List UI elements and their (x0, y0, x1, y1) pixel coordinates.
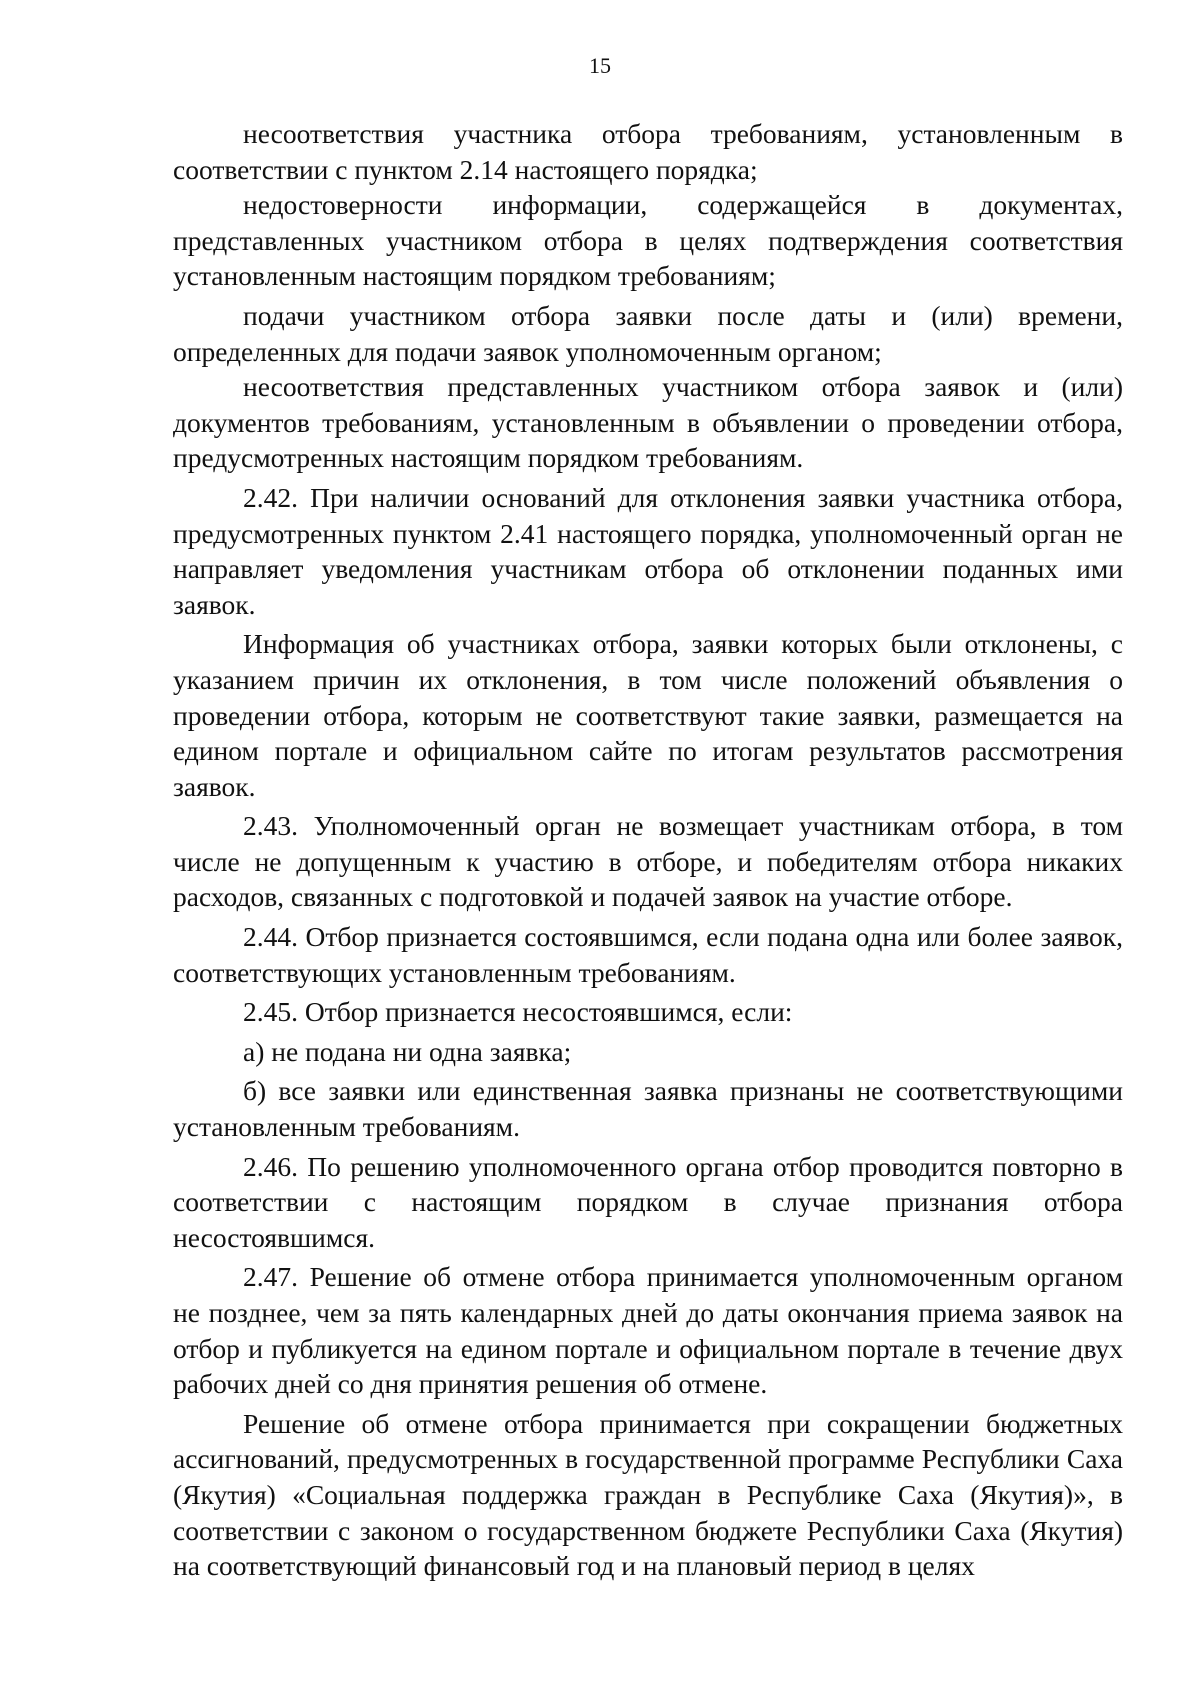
paragraph-2-42: 2.42. При наличии оснований для отклонения заявки участника отбора, предусмотренных пунктом 2.41 настоящего порядка, уполномоченный орган не направляет уведомления участникам отбора об отклонении поданных ими заявок. (173, 481, 1123, 620)
paragraph-4: несоответствия представленных участником отбора заявок и (или) документов требованиям, установленным в объявлении о проведении отбора, предусмотренных настоящим порядком требованиям. (173, 371, 1123, 474)
paragraph-rejected-info: Информация об участниках отбора, заявки которых были отклонены, с указанием причин их отклонения, в том числе положений объявления о проведении отбора, которым не соответствуют такие заявки, размещается на едином портале и официальном сайте по итогам результатов рассмотрения заявок. (173, 628, 1123, 802)
document-body (173, 116, 1123, 1584)
paragraph-cancel-reasons: Решение об отмене отбора принимается при сокращении бюджетных ассигнований, предусмотренных в государственной программе Республики Саха (Якутия) «Социальная поддержка граждан в Республике Саха (Якутия)», в соответствии с законом о государственном бюджете Республики Саха (Якутия) на соответствующий финансовый год и на плановый период в целях (173, 1407, 1123, 1582)
paragraph-2-43: 2.43. Уполномоченный орган не возмещает участникам отбора, в том числе не допущенным к участию в отборе, и победителям отбора никаких расходов, связанных с подготовкой и подачей заявок на участие отборе. (173, 810, 1123, 913)
paragraph-3: подачи участником отбора заявки после даты и (или) времени, определенных для подачи заявок уполномоченным органом; (173, 299, 1123, 367)
paragraph-2-44: 2.44. Отбор признается состоявшимся, если подана одна или более заявок, соответствующих установленным требованиям. (173, 921, 1123, 988)
paragraph-2-46: 2.46. По решению уполномоченного органа отбор проводится повторно в соответствии с настоящим порядком в случае признания отбора несостоявшимся. (173, 1150, 1123, 1253)
page-number: 15 (589, 53, 611, 78)
paragraph-2-45-a: а) не подана ни одна заявка; (243, 1035, 572, 1067)
paragraph-2: недостоверности информации, содержащейся в документах, представленных участником отбора в целях подтверждения соответствия установленным настоящим порядком требованиям; (173, 189, 1123, 292)
paragraph-1: несоответствия участника отбора требованиям, установленным в соответствии с пунктом 2.14 настоящего порядка; (173, 118, 1123, 185)
paragraph-2-45: 2.45. Отбор признается несостоявшимся, если: (243, 996, 793, 1028)
paragraph-2-45-b: б) все заявки или единственная заявка признаны не соответствующими установленным требованиям. (173, 1075, 1123, 1143)
paragraph-2-47: 2.47. Решение об отмене отбора принимается уполномоченным органом не позднее, чем за пять календарных дней до даты окончания приема заявок на отбор и публикуется на едином портале и официальном портале в течение двух рабочих дней со дня принятия решения об отмене. (173, 1261, 1123, 1400)
